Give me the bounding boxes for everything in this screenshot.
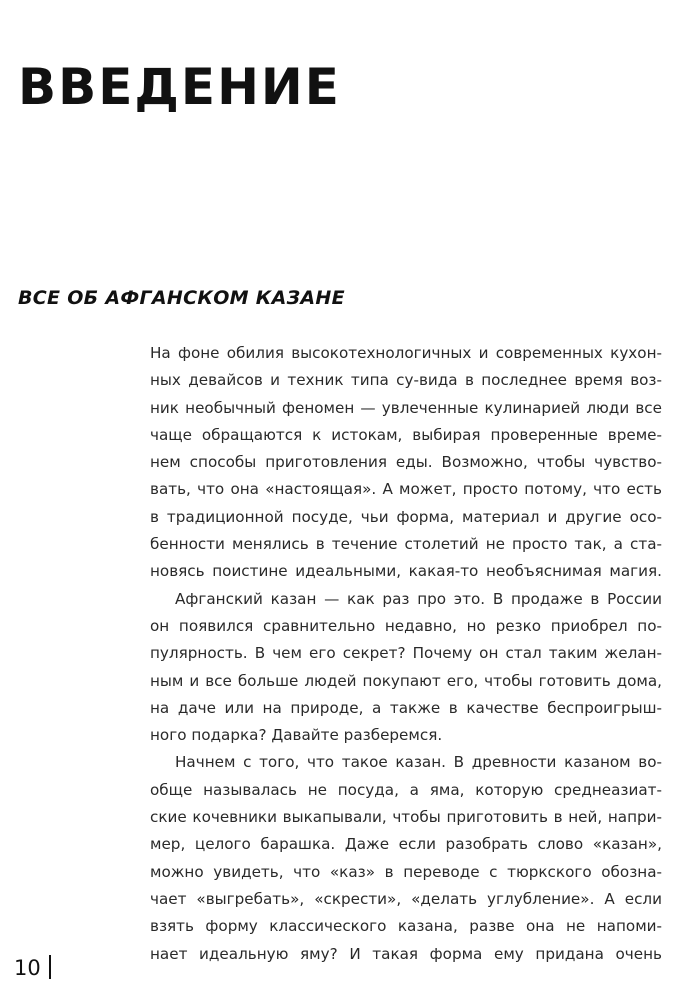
text-line: чаще обращаются к истокам, выбирая проверенные време- bbox=[150, 425, 662, 444]
text-line: ские кочевники выкапывали, чтобы приготовить в ней, напри- bbox=[150, 808, 662, 827]
text-line: Начнем с того, что такое казан. В древности казаном во- bbox=[175, 753, 662, 772]
page-number-text: 10 bbox=[14, 956, 41, 980]
section-title: ВСЕ ОБ АФГАНСКОМ КАЗАНЕ bbox=[18, 287, 345, 309]
text-line: на даче или на природе, а также в качестве беспроигрыш- bbox=[150, 698, 662, 717]
page-number-divider bbox=[49, 955, 51, 979]
text-line: нем способы приготовления еды. Возможно, чтобы чувство- bbox=[150, 453, 662, 472]
text-line: он появился сравнительно недавно, но резко приобрел по- bbox=[150, 616, 662, 635]
text-line: в традиционной посуде, чьи форма, материал и другие осо- bbox=[150, 507, 662, 526]
text-line: Афганский казан — как раз про это. В продаже в России bbox=[175, 589, 662, 608]
text-line: ным и все больше людей покупают его, чтобы готовить дома, bbox=[150, 671, 662, 690]
text-line: нает идеальную яму? И такая форма ему придана очень bbox=[150, 944, 662, 963]
text-line: обще называлась не посуда, а яма, которую среднеазиат- bbox=[150, 780, 662, 799]
page-number bbox=[14, 955, 51, 980]
body-text bbox=[150, 340, 662, 968]
text-line: бенности менялись в течение столетий не просто так, а ста- bbox=[150, 535, 662, 554]
chapter-title: ВВЕДЕНИЕ bbox=[18, 58, 341, 116]
text-line: мер, целого барашка. Даже если разобрать слово «казан», bbox=[150, 835, 662, 854]
text-line: взять форму классического казана, разве она не напоми- bbox=[150, 917, 662, 936]
text-line: чает «выгребать», «скрести», «делать углубление». А если bbox=[150, 889, 662, 908]
text-line: можно увидеть, что «каз» в переводе с тюркского обозна- bbox=[150, 862, 662, 881]
text-line: ного подарка? Давайте разберемся. bbox=[150, 726, 443, 745]
text-line: вать, что она «настоящая». А может, просто потому, что есть bbox=[150, 480, 662, 499]
text-line: новясь поистине идеальными, какая-то необъяснимая магия. bbox=[150, 562, 662, 581]
text-line: ник необычный феномен — увлеченные кулинарией люди все bbox=[150, 398, 662, 417]
text-line: ных девайсов и техник типа су-вида в последнее время воз- bbox=[150, 371, 662, 390]
text-line: На фоне обилия высокотехнологичных и современных кухон- bbox=[150, 344, 662, 362]
text-line: пулярность. В чем его секрет? Почему он стал таким желан- bbox=[150, 644, 662, 663]
